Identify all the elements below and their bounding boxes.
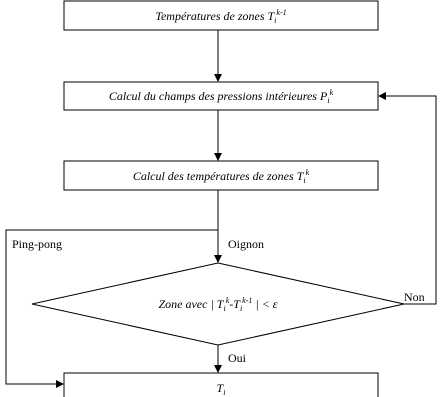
box3-label: Calcul des températures de zones $T_i^k$ [132, 168, 310, 185]
label-oignon: Oignon [228, 237, 264, 251]
non-loop-path [379, 96, 436, 304]
decision-label: Zone avec | $T_i^k-T_i^{k-1}$ | < ε [158, 296, 278, 313]
label-ping-pong: Ping-pong [12, 237, 63, 251]
label-oui: Oui [228, 351, 246, 365]
box4-label: $T_i$ [216, 381, 226, 397]
label-non: Non [404, 290, 425, 304]
box1-label: Températures de zones $T_i^{k-1}$ [155, 8, 287, 25]
box2-label: Calcul du champs des pressions intérieures $P_i^k$ [108, 88, 334, 105]
